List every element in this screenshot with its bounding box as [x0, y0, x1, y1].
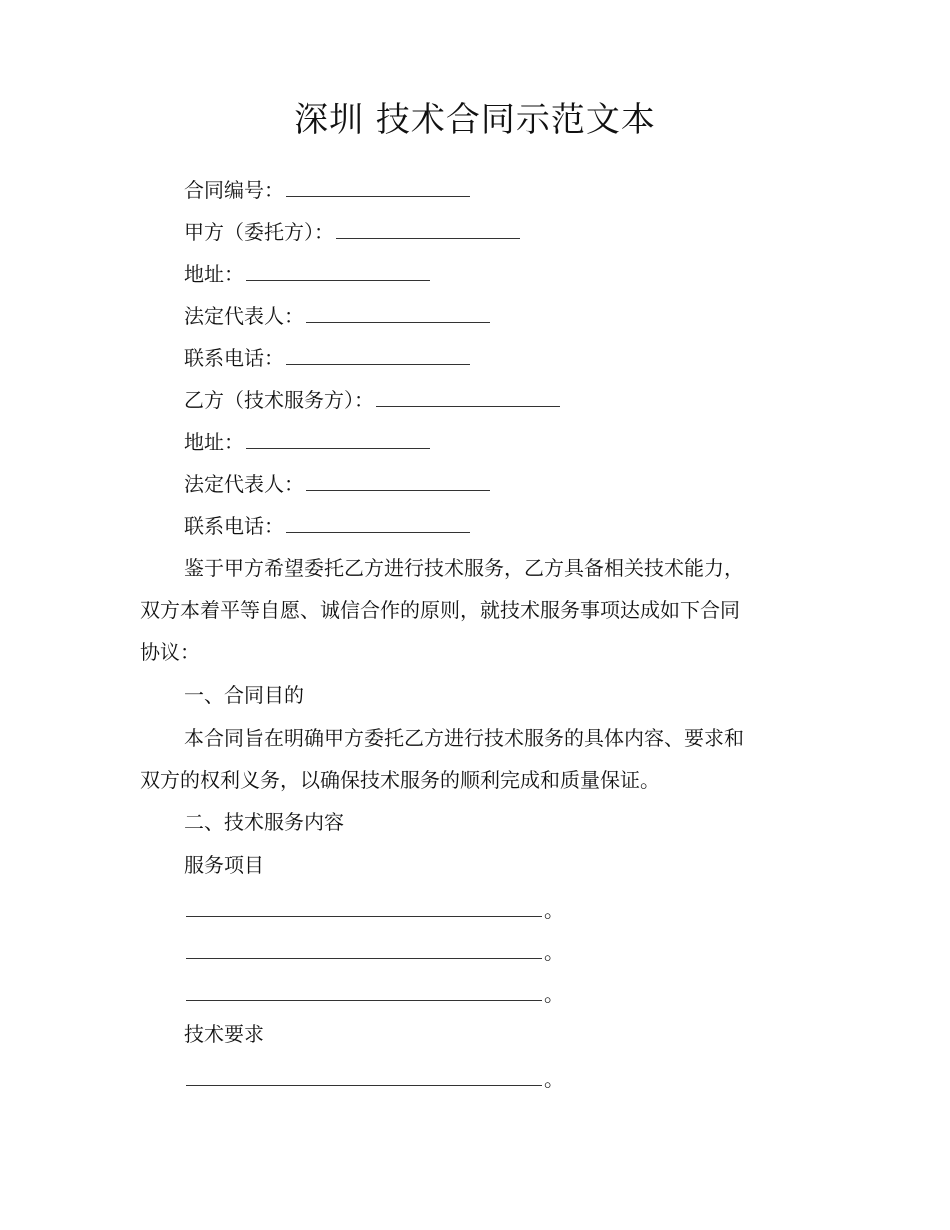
blank-line[interactable]: [286, 512, 470, 533]
subheading-service-items: 服务项目: [184, 853, 264, 877]
section-heading-services: 二、技术服务内容: [184, 810, 344, 834]
requirement-blank-1: [184, 1065, 564, 1093]
blank-line[interactable]: [286, 176, 470, 197]
field-party-a-phone: [184, 344, 470, 372]
field-label: 地址：: [184, 262, 244, 286]
service-item-blank-2: [184, 938, 564, 966]
blank-line[interactable]: [336, 218, 520, 239]
field-party-a-representative: [184, 302, 490, 330]
blank-line[interactable]: [186, 1065, 542, 1086]
field-label: 甲方（委托方）：: [184, 220, 334, 244]
section1-line-2: 双方的权利义务，以确保技术服务的顺利完成和质量保证。: [140, 768, 660, 792]
field-party-b-phone: [184, 512, 470, 540]
period-mark: 。: [544, 982, 564, 1006]
subheading-technical-requirements: 技术要求: [184, 1022, 264, 1046]
blank-line[interactable]: [306, 470, 490, 491]
preamble-line-1: 鉴于甲方希望委托乙方进行技术服务，乙方具备相关技术能力，: [184, 556, 744, 580]
service-item-blank-3: [184, 980, 564, 1008]
blank-line[interactable]: [246, 260, 430, 281]
field-party-b-representative: [184, 470, 490, 498]
field-label: 乙方（技术服务方）：: [184, 388, 374, 412]
blank-line[interactable]: [376, 386, 560, 407]
field-label: 联系电话：: [184, 514, 284, 538]
field-label: 合同编号：: [184, 178, 284, 202]
section1-line-1: 本合同旨在明确甲方委托乙方进行技术服务的具体内容、要求和: [184, 726, 744, 750]
period-mark: 。: [544, 1067, 564, 1091]
blank-line[interactable]: [186, 980, 542, 1001]
field-label: 法定代表人：: [184, 304, 304, 328]
field-label: 联系电话：: [184, 346, 284, 370]
field-party-a-address: [184, 260, 430, 288]
preamble-line-2: 双方本着平等自愿、诚信合作的原则，就技术服务事项达成如下合同: [140, 598, 740, 622]
period-mark: 。: [544, 898, 564, 922]
preamble-line-3: 协议：: [140, 640, 200, 664]
blank-line[interactable]: [186, 896, 542, 917]
blank-line[interactable]: [246, 428, 430, 449]
blank-line[interactable]: [306, 302, 490, 323]
field-label: 地址：: [184, 430, 244, 454]
period-mark: 。: [544, 940, 564, 964]
field-party-b: [184, 386, 560, 414]
blank-line[interactable]: [286, 344, 470, 365]
field-contract-number: [184, 176, 470, 204]
field-party-a: [184, 218, 520, 246]
field-party-b-address: [184, 428, 430, 456]
service-item-blank-1: [184, 896, 564, 924]
section-heading-purpose: 一、合同目的: [184, 683, 304, 707]
blank-line[interactable]: [186, 938, 542, 959]
document-title: 深圳 技术合同示范文本: [294, 100, 656, 140]
field-label: 法定代表人：: [184, 472, 304, 496]
